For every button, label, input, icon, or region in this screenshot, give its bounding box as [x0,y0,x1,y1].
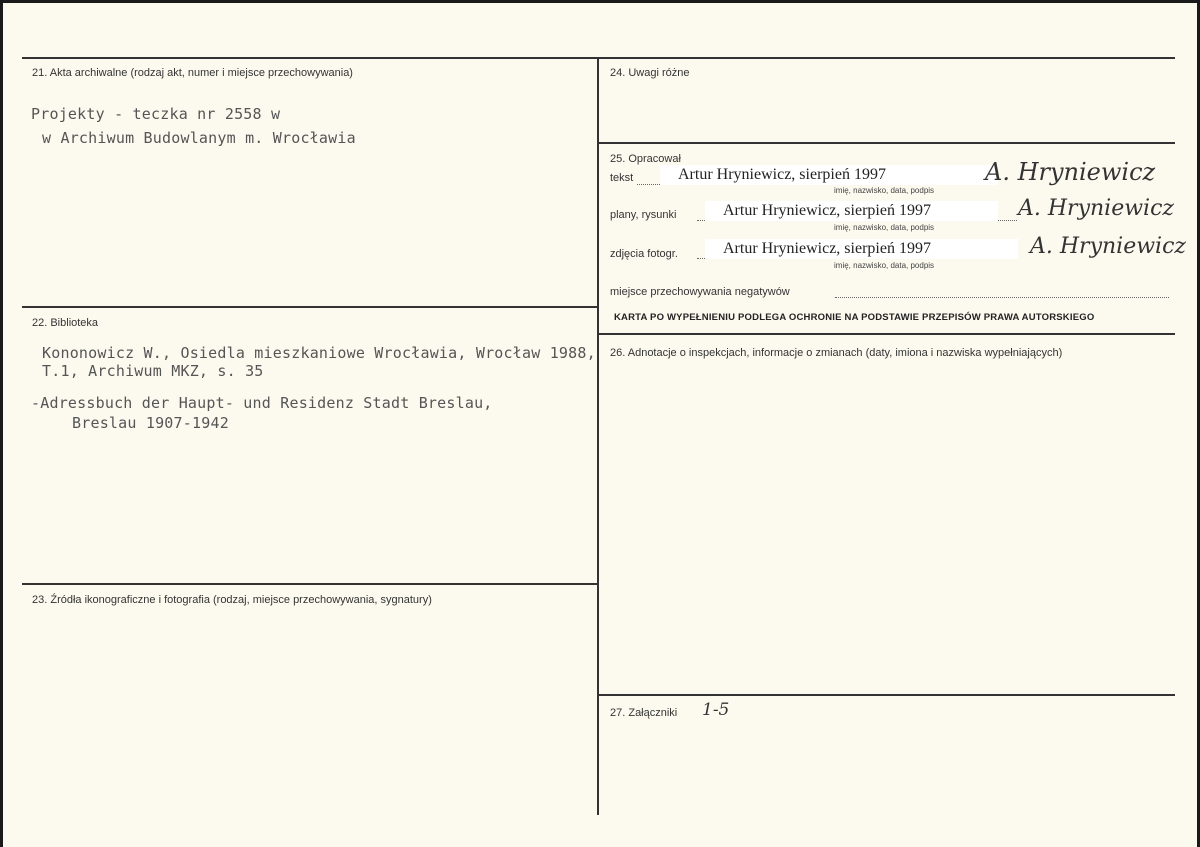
plans-row-sublabel: imię, nazwisko, data, podpis [834,223,935,232]
photos-row-label: zdjęcia fotogr. [610,248,678,260]
section-22-line-1: Kononowicz W., Osiedla mieszkaniowe Wrocławia, Wrocław 1988, [42,344,596,362]
section-21-line-2: w Archiwum Budowlanym m. Wrocławia [42,129,356,147]
section-22-line-3: -Adressbuch der Haupt- und Residenz Stadt Breslau, [31,394,493,412]
rule-24-25 [597,142,1175,144]
text-row-signature: A. Hryniewicz [985,158,1156,186]
section-21-line-1: Projekty - teczka nr 2558 w [31,105,281,123]
rule-22-23 [22,583,598,585]
text-row-value: Artur Hryniewicz, sierpień 1997 [660,165,998,185]
copyright-notice: KARTA PO WYPEŁNIENIU PODLEGA OCHRONIE NA PODSTAWIE PRZEPISÓW PRAWA AUTORSKIEGO [614,312,1095,323]
photos-row-sublabel: imię, nazwisko, data, podpis [834,261,935,270]
rule-25-26 [597,333,1175,335]
photos-row-value: Artur Hryniewicz, sierpień 1997 [705,239,1018,259]
section-21-label: 21. Akta archiwalne (rodzaj akt, numer i miejsce przechowywania) [32,67,353,79]
text-row-label: tekst [610,172,634,184]
section-27-value: 1-5 [702,700,730,720]
plans-row-value: Artur Hryniewicz, sierpień 1997 [705,201,998,221]
section-25-label: 25. Opracował [610,153,681,165]
text-row-sublabel: imię, nazwisko, data, podpis [834,186,935,195]
section-27-label: 27. Załączniki [610,707,678,719]
center-divider [597,57,599,815]
rule-26-27 [597,694,1175,696]
section-22-label: 22. Biblioteka [32,317,99,329]
section-26-label: 26. Adnotacje o inspekcjach, informacje o zmianach (daty, imiona i nazwiska wypełniających) [610,347,1063,359]
section-23-label: 23. Źródła ikonograficzne i fotografia (rodzaj, miejsce przechowywania, sygnatury) [32,594,432,606]
photos-row-signature: A. Hryniewicz [1030,234,1187,259]
negatives-dots [835,297,1169,298]
section-22-line-4: Breslau 1907-1942 [72,414,229,432]
rule-21-22 [22,306,598,308]
plans-row-label: plany, rysunki [610,209,677,221]
left-edge [0,0,3,847]
negatives-label: miejsce przechowywania negatywów [610,286,790,298]
plans-row-signature: A. Hryniewicz [1018,196,1175,221]
top-edge [0,0,1200,3]
section-22-line-2: T.1, Archiwum MKZ, s. 35 [42,362,264,380]
section-24-label: 24. Uwagi różne [610,67,690,79]
